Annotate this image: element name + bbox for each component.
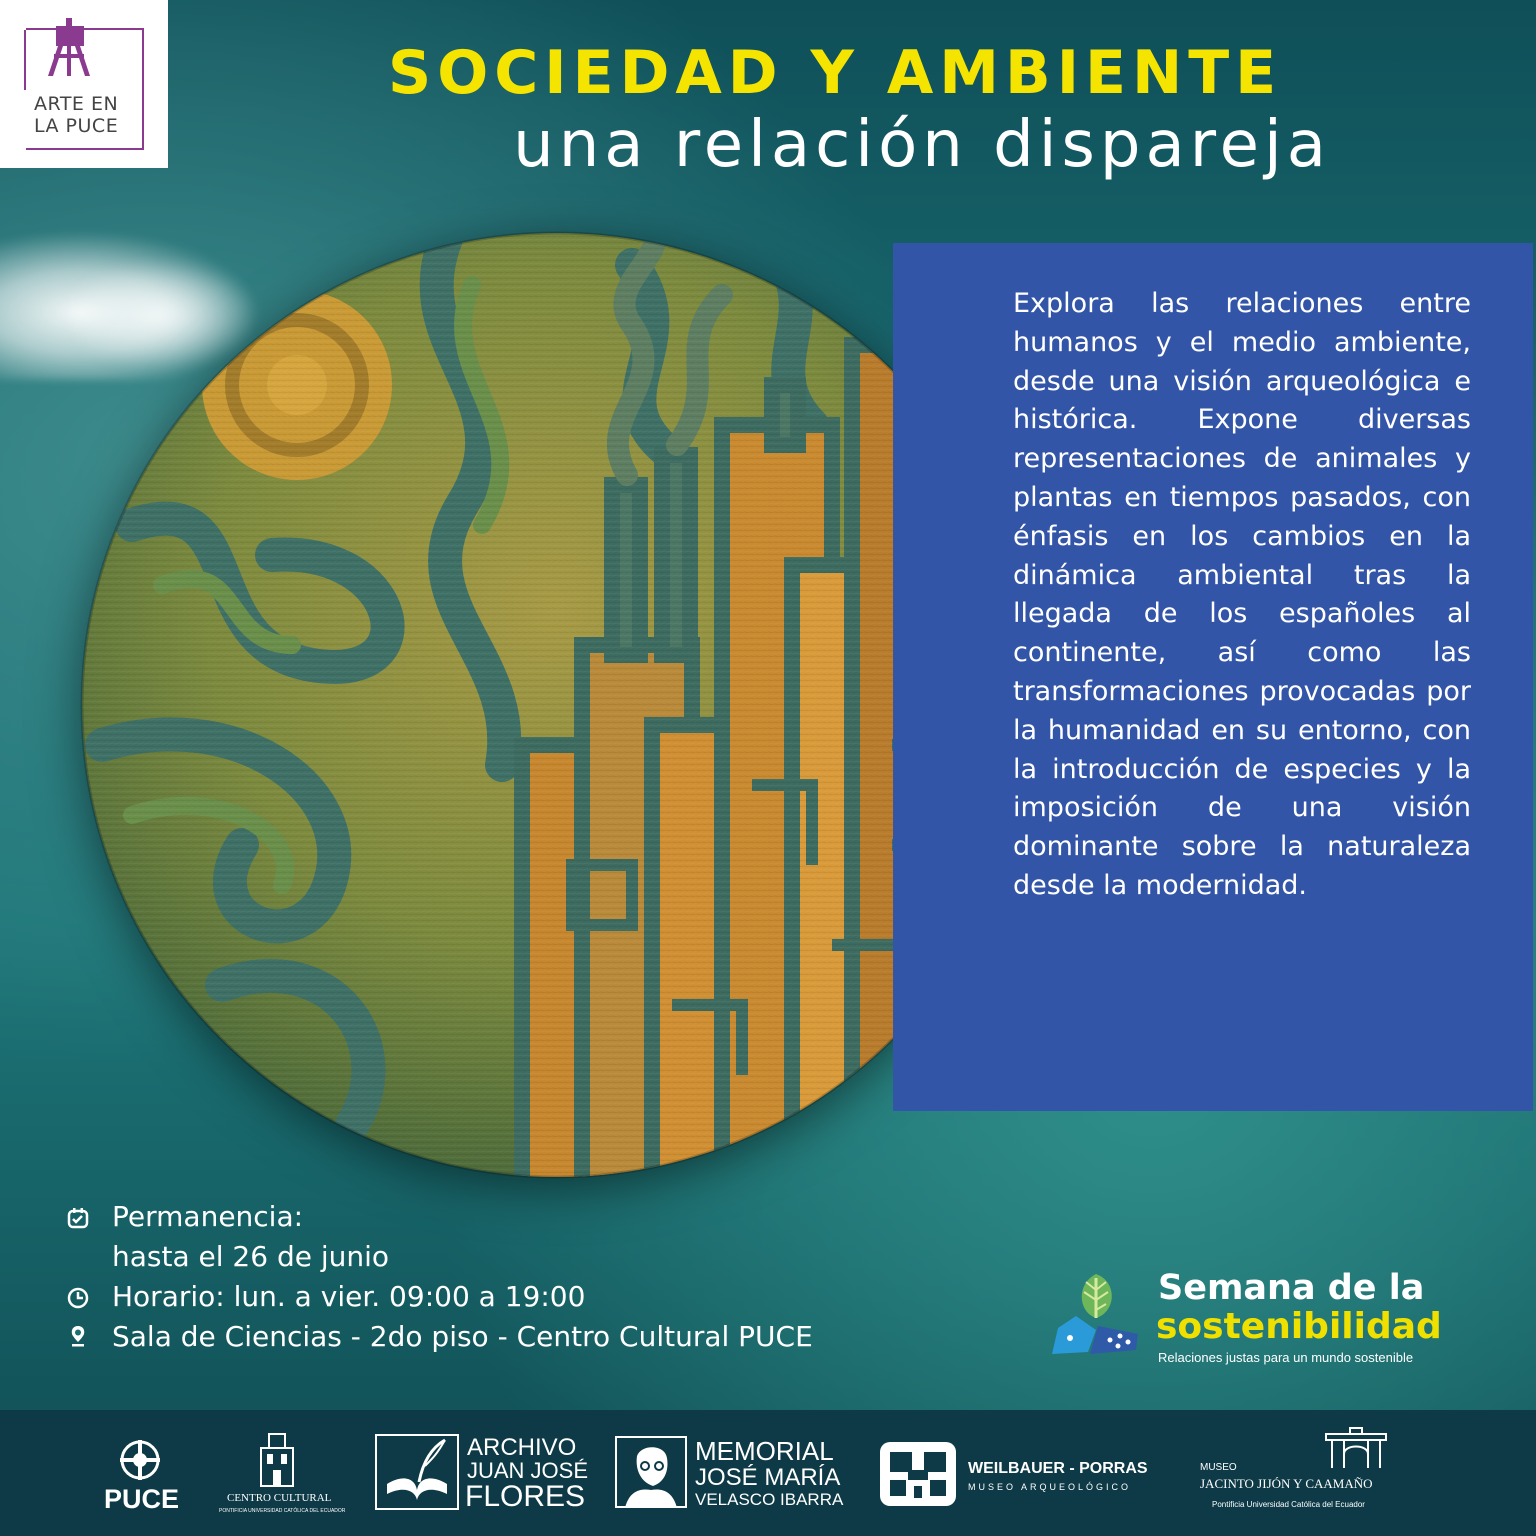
puce-shield-icon bbox=[118, 1438, 162, 1482]
logo-text bbox=[34, 93, 144, 137]
archivo-jjf-logo[interactable] bbox=[375, 1434, 589, 1514]
puce-logo[interactable] bbox=[100, 1438, 180, 1518]
book-quill-icon bbox=[375, 1434, 459, 1510]
sostenibilidad-tagline: Relaciones justas para un mundo sostenible bbox=[1158, 1350, 1414, 1365]
lugar-text: Sala de Ciencias - 2do piso - Centro Cultural PUCE bbox=[112, 1320, 813, 1353]
page-subtitle: una relación dispareja bbox=[513, 108, 1331, 182]
centro-cultural-label: CENTRO CULTURAL bbox=[227, 1492, 332, 1504]
semana-sostenibilidad-logo bbox=[1048, 1268, 1468, 1378]
centro-cultural-sub: PONTIFICIA UNIVERSIDAD CATÓLICA DEL ECUADOR bbox=[219, 1508, 346, 1514]
footer-partners bbox=[0, 1410, 1536, 1536]
centro-cultural-logo[interactable] bbox=[215, 1432, 346, 1522]
archivo-line3: FLORES bbox=[465, 1480, 586, 1513]
permanencia-value: hasta el 26 de junio bbox=[112, 1240, 390, 1273]
sostenibilidad-title-1: Semana de la bbox=[1158, 1268, 1425, 1308]
building-icon bbox=[255, 1432, 299, 1488]
museo-line1: MUSEO bbox=[1200, 1462, 1237, 1473]
sostenibilidad-title-2: sostenibilidad bbox=[1156, 1306, 1442, 1347]
weilbauer-porras-logo[interactable] bbox=[878, 1440, 1168, 1510]
logo-line2: LA PUCE bbox=[34, 115, 119, 137]
page-title: SOCIEDAD Y AMBIENTE bbox=[388, 38, 1283, 108]
permanencia-label: Permanencia: bbox=[112, 1200, 304, 1233]
description-text: Explora las relaciones entre humanos y el medio ambiente, desde una visión arqueológica e histórica. Expone diversas representaciones de animales y plantas en tiempos pasados, con énfasis en los cambios en la dinámica ambiental tras la llegada de los españoles al continente, así como las transformaciones provocadas por la humanidad en su entorno, con la introducción de especies y la imposición de una visión dominante sobre la naturaleza desde la modernidad. bbox=[1013, 288, 1471, 901]
memorial-line3: VELASCO IBARRA bbox=[695, 1490, 844, 1509]
clock-icon bbox=[66, 1286, 90, 1310]
weilbauer-line2: MUSEO ARQUEOLÓGICO bbox=[968, 1482, 1132, 1492]
archivo-line1: ARCHIVO bbox=[467, 1434, 577, 1461]
archivo-line2: JUAN JOSÉ bbox=[467, 1458, 589, 1483]
location-pin-icon bbox=[66, 1324, 90, 1348]
logo-line1: ARTE EN bbox=[34, 93, 119, 115]
sostenibilidad-icon bbox=[1048, 1268, 1148, 1368]
horario-text: Horario: lun. a vier. 09:00 a 19:00 bbox=[112, 1280, 586, 1313]
archaeology-glyph-icon bbox=[878, 1440, 958, 1508]
memorial-line2: JOSÉ MARÍA bbox=[695, 1464, 841, 1491]
portrait-icon bbox=[615, 1436, 687, 1508]
arch-building-icon bbox=[1324, 1426, 1388, 1470]
description-panel bbox=[893, 243, 1533, 1111]
easel-icon bbox=[44, 16, 94, 78]
museo-jijon-logo[interactable] bbox=[1198, 1426, 1408, 1516]
museo-line3: Pontificia Universidad Católica del Ecuador bbox=[1212, 1500, 1365, 1509]
puce-label: PUCE bbox=[104, 1484, 180, 1514]
museo-line2: JACINTO JIJÓN Y CAAMAÑO bbox=[1200, 1476, 1373, 1491]
memorial-line1: MEMORIAL bbox=[695, 1436, 834, 1466]
arte-en-la-puce-logo[interactable] bbox=[0, 0, 168, 168]
weilbauer-line1: WEILBAUER - PORRAS bbox=[968, 1460, 1148, 1477]
calendar-icon bbox=[66, 1206, 90, 1230]
memorial-jmvi-logo[interactable] bbox=[615, 1436, 845, 1516]
